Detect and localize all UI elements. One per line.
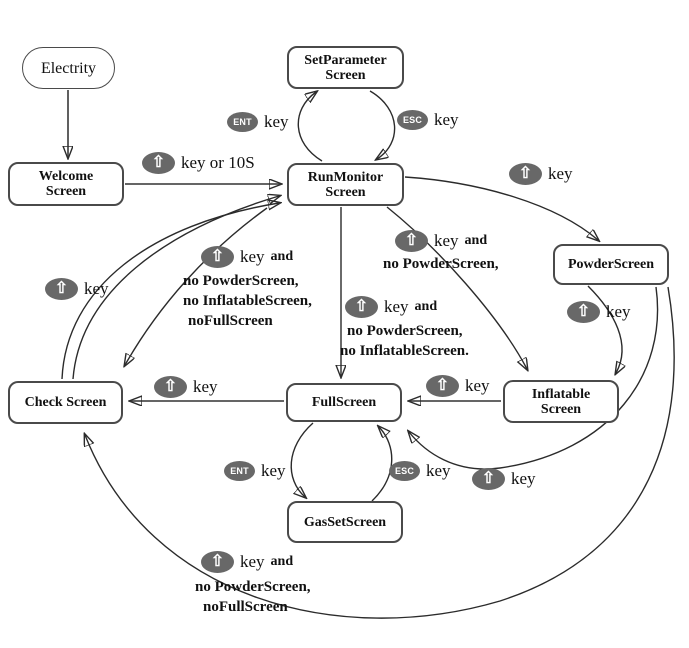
label-text: key	[606, 302, 631, 321]
label-text: key	[426, 461, 451, 480]
node-setparameter-screen	[287, 46, 404, 89]
shift-key-icon: ⇧	[154, 376, 187, 398]
shift-key-icon: ⇧	[45, 278, 78, 300]
condition-line: no PowderScreen,	[183, 273, 299, 289]
label-text: key	[84, 279, 109, 298]
label-and: and	[270, 554, 294, 569]
node-welcome-line1: Welcome	[38, 169, 94, 184]
label-full-to-check	[154, 376, 218, 398]
node-runmonitor-line1: RunMonitor	[307, 169, 384, 185]
label-text: key	[193, 377, 218, 396]
label-runmonitor-to-full	[340, 296, 469, 361]
label-text: key	[548, 164, 573, 183]
label-text: key	[465, 376, 490, 395]
edge-setparameter-to-runmonitor-esc	[370, 91, 395, 159]
node-check-screen	[8, 381, 123, 424]
shift-key-icon: ⇧	[201, 246, 234, 268]
shift-key-icon: ⇧	[509, 163, 542, 185]
label-text: key	[240, 247, 265, 266]
esc-key-icon: ESC	[397, 110, 428, 130]
label-runmonitor-to-inflatable	[383, 230, 499, 274]
label-text: key	[264, 112, 289, 131]
label-esc-top	[397, 110, 459, 130]
condition-line: no InflatableScreen,	[183, 293, 312, 309]
node-electrity	[22, 47, 115, 89]
label-text: key	[434, 110, 459, 129]
shift-key-icon: ⇧	[201, 551, 234, 573]
node-setparameter-line2: Screen	[325, 67, 366, 83]
label-esc-bottom	[389, 461, 451, 481]
label-inflatable-to-full	[426, 375, 490, 397]
label-powder-to-inflatable	[567, 301, 631, 323]
node-setparameter-line1: SetParameter	[304, 52, 387, 68]
node-runmonitor-screen	[287, 163, 404, 206]
label-text: key or 10S	[181, 153, 255, 172]
node-runmonitor-line2: Screen	[325, 184, 366, 200]
label-and: and	[464, 233, 488, 248]
condition-line: no PowderScreen,	[195, 579, 311, 595]
condition-line: no InflatableScreen.	[340, 343, 469, 359]
node-electrity-label: Electrity	[40, 59, 97, 77]
shift-key-icon: ⇧	[426, 375, 459, 397]
node-full-label: FullScreen	[311, 395, 377, 410]
label-powder-to-check	[195, 551, 311, 617]
label-runmonitor-to-powder	[509, 163, 573, 185]
label-runmonitor-to-check	[183, 246, 312, 331]
label-welcome-to-runmonitor	[142, 152, 255, 174]
label-text: key	[434, 231, 459, 250]
label-and: and	[414, 299, 438, 314]
node-inflatable-line2: Screen	[540, 401, 582, 417]
shift-key-icon: ⇧	[345, 296, 378, 318]
node-powder-screen	[553, 244, 669, 285]
label-check-to-runmonitor	[45, 278, 109, 300]
label-text: key	[240, 552, 265, 571]
node-inflatable-line1: Inflatable	[531, 386, 591, 402]
esc-key-icon: ESC	[389, 461, 420, 481]
label-text: key	[384, 297, 409, 316]
shift-key-icon: ⇧	[472, 468, 505, 490]
node-welcome-screen	[8, 162, 124, 206]
shift-key-icon: ⇧	[142, 152, 175, 174]
condition-line: no PowderScreen,	[383, 256, 499, 272]
label-text: key	[511, 469, 536, 488]
edge-full-to-gasset-ent	[291, 423, 313, 497]
node-full-screen	[286, 383, 402, 422]
edge-runmonitor-to-setparameter-ent	[298, 92, 322, 161]
ent-key-icon: ENT	[224, 461, 255, 481]
node-welcome-line2: Screen	[45, 184, 87, 199]
condition-line: noFullScreen	[203, 599, 288, 615]
label-and: and	[270, 249, 294, 264]
label-ent-bottom	[224, 461, 286, 481]
shift-key-icon: ⇧	[395, 230, 428, 252]
node-gasset-screen	[287, 501, 403, 543]
condition-line: noFullScreen	[188, 313, 273, 329]
label-ent-top	[227, 112, 289, 132]
node-powder-label: PowderScreen	[567, 257, 655, 272]
condition-line: no PowderScreen,	[347, 323, 463, 339]
node-gasset-label: GasSetScreen	[303, 514, 387, 530]
label-text: key	[261, 461, 286, 480]
ent-key-icon: ENT	[227, 112, 258, 132]
node-check-label: Check Screen	[24, 395, 107, 410]
label-powder-to-full	[472, 468, 536, 490]
edge-powder-to-inflatable	[588, 286, 622, 373]
shift-key-icon: ⇧	[567, 301, 600, 323]
node-inflatable-screen	[503, 380, 619, 423]
